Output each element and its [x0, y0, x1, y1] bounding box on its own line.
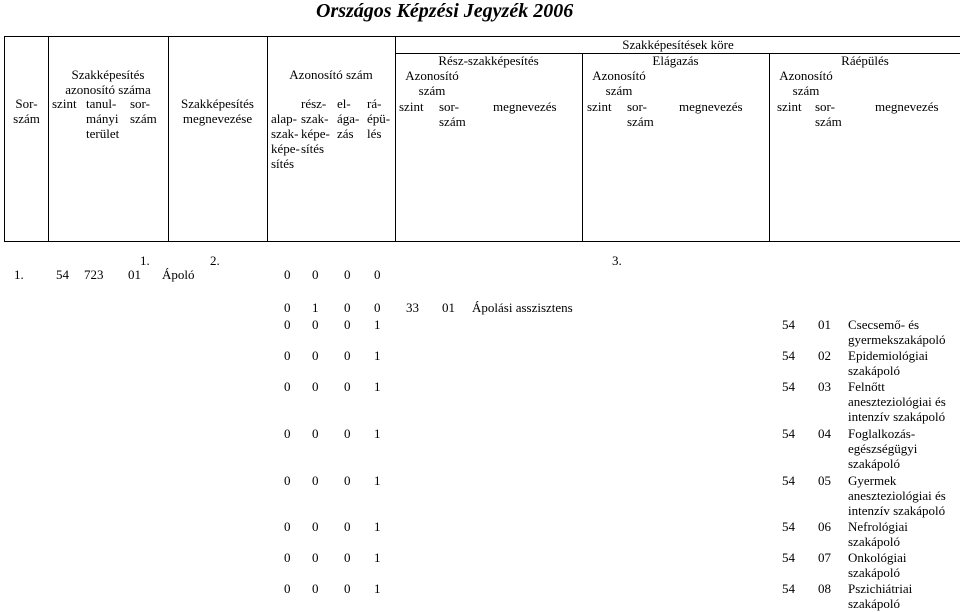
hdr-rae-szint: szint: [777, 99, 802, 114]
elagazas-row-flag-3: 0: [344, 473, 351, 488]
elagazas-row-name: Nefrológiai szakápoló: [848, 519, 908, 549]
elagazas-row-flag-3: 0: [344, 426, 351, 441]
elagazas-row-szint: 54: [782, 581, 795, 596]
hdr-azonosito-szam: Azonosító szám: [289, 67, 373, 82]
elagazas-row-flag-1: 0: [284, 581, 291, 596]
elagazas-row-flag-4: 1: [374, 519, 381, 534]
hdr-azon-sorszam: sor- szám: [130, 96, 157, 126]
elagazas-row-flag-2: 0: [312, 379, 319, 394]
hdr-megnevezese: Szakképesítés megnevezése: [181, 96, 254, 126]
column-number-3: 3.: [612, 253, 622, 268]
elagazas-row-sorszam: 01: [818, 317, 831, 332]
hdr-resz-megnevezes: megnevezés: [493, 99, 557, 114]
elagazas-row-szint: 54: [782, 473, 795, 488]
elagazas-row-flag-3: 0: [344, 519, 351, 534]
hdr-raepules-label: Ráépülés: [841, 53, 889, 68]
elagazas-row-flag-4: 1: [374, 379, 381, 394]
elagazas-row-szint: 54: [782, 519, 795, 534]
main-row-tanul: 723: [84, 267, 104, 282]
elagazas-row-flag-1: 0: [284, 379, 291, 394]
elagazas-row-szint: 54: [782, 348, 795, 363]
elagazas-row-flag-1: 0: [284, 348, 291, 363]
elagazas-row-sorszam: 03: [818, 379, 831, 394]
resz-row-flag-2: 1: [312, 300, 319, 315]
elagazas-row-flag-4: 1: [374, 550, 381, 565]
main-row-name: Ápoló: [162, 267, 195, 282]
elagazas-row-sorszam: 07: [818, 550, 831, 565]
main-row-sorszam: 01: [128, 267, 141, 282]
elagazas-row-sorszam: 06: [818, 519, 831, 534]
hdr-rae-azon: Azonosító szám: [779, 68, 833, 98]
elagazas-row-flag-2: 0: [312, 581, 319, 596]
hdr-azon-szint: szint: [52, 96, 77, 111]
header-table: [4, 36, 960, 242]
main-row-flag-4: 0: [374, 267, 381, 282]
hdr-elag-sorszam: sor- szám: [627, 99, 654, 129]
hdr-elagazas-label: Elágazás: [652, 53, 699, 68]
elagazas-row-flag-2: 0: [312, 550, 319, 565]
elagazas-row-flag-1: 0: [284, 426, 291, 441]
elagazas-row-name: Foglalkozás-egészségügyi szakápoló: [848, 426, 918, 471]
elagazas-row-flag-1: 0: [284, 473, 291, 488]
hdr-resz-azon: Azonosító szám: [405, 68, 459, 98]
elagazas-row-sorszam: 02: [818, 348, 831, 363]
hdr-azon-group: Szakképesítés azonosító száma: [65, 67, 151, 97]
elagazas-row-sorszam: 04: [818, 426, 831, 441]
hdr-resz-szakkepesites: Rész-szakképesítés: [438, 53, 539, 68]
document-title: Országos Képzési Jegyzék 2006: [316, 0, 574, 22]
column-number-1: 1.: [140, 253, 150, 268]
elagazas-row-flag-3: 0: [344, 550, 351, 565]
elagazas-row-flag-3: 0: [344, 379, 351, 394]
elagazas-row-flag-3: 0: [344, 317, 351, 332]
hdr-kore: Szakképesítések köre: [622, 37, 734, 52]
elagazas-row-flag-2: 0: [312, 473, 319, 488]
elagazas-row-flag-3: 0: [344, 581, 351, 596]
hdr-elag-megnevezes: megnevezés: [679, 99, 743, 114]
elagazas-row-szint: 54: [782, 379, 795, 394]
elagazas-row-flag-4: 1: [374, 581, 381, 596]
hdr-sorszam: Sor- szám: [13, 96, 40, 126]
elagazas-row-name: Gyermek aneszteziológiai és intenzív szakápoló: [848, 473, 946, 518]
hdr-rae-megnevezes: megnevezés: [875, 99, 939, 114]
elagazas-row-szint: 54: [782, 317, 795, 332]
elagazas-row-szint: 54: [782, 550, 795, 565]
elagazas-row-flag-2: 0: [312, 348, 319, 363]
hdr-resz: rész- szak- képe- sítés: [301, 96, 330, 156]
elagazas-row-name: Csecsemő- és gyermekszakápoló: [848, 317, 946, 347]
main-row-flag-2: 0: [312, 267, 319, 282]
elagazas-row-szint: 54: [782, 426, 795, 441]
elagazas-row-flag-4: 1: [374, 317, 381, 332]
resz-row-sorszam: 01: [442, 300, 455, 315]
hdr-elagazas: el- ága- zás: [337, 96, 360, 141]
resz-row-szint: 33: [406, 300, 419, 315]
hdr-elag-azon: Azonosító szám: [592, 68, 646, 98]
resz-row-flag-3: 0: [344, 300, 351, 315]
hdr-raepules: rá- épü- lés: [367, 96, 391, 141]
elagazas-row-flag-1: 0: [284, 519, 291, 534]
hdr-alap: alap- szak- képe- sítés: [271, 111, 300, 171]
resz-row-name: Ápolási asszisztens: [472, 300, 573, 315]
elagazas-row-flag-1: 0: [284, 550, 291, 565]
hdr-resz-szint: szint: [399, 99, 424, 114]
elagazas-row-sorszam: 05: [818, 473, 831, 488]
main-row-flag-1: 0: [284, 267, 291, 282]
elagazas-row-flag-2: 0: [312, 426, 319, 441]
elagazas-row-flag-2: 0: [312, 317, 319, 332]
elagazas-row-sorszam: 08: [818, 581, 831, 596]
hdr-resz-sorszam: sor- szám: [439, 99, 466, 129]
elagazas-row-name: Felnőtt aneszteziológiai és intenzív szakápoló: [848, 379, 946, 424]
main-row-flag-3: 0: [344, 267, 351, 282]
elagazas-row-name: Epidemiológiai szakápoló: [848, 348, 929, 378]
main-row-num: 1.: [14, 267, 24, 282]
elagazas-row-flag-4: 1: [374, 426, 381, 441]
hdr-elag-szint: szint: [587, 99, 612, 114]
resz-row-flag-1: 0: [284, 300, 291, 315]
elagazas-row-name: Onkológiai szakápoló: [848, 550, 907, 580]
elagazas-row-name: Pszichiátriai szakápoló: [848, 581, 913, 611]
elagazas-row-flag-3: 0: [344, 348, 351, 363]
resz-row-flag-4: 0: [374, 300, 381, 315]
main-row-szint: 54: [56, 267, 69, 282]
elagazas-row-flag-2: 0: [312, 519, 319, 534]
elagazas-row-flag-1: 0: [284, 317, 291, 332]
column-number-2: 2.: [210, 253, 220, 268]
hdr-rae-sorszam: sor- szám: [815, 99, 842, 129]
elagazas-row-flag-4: 1: [374, 348, 381, 363]
hdr-azon-tanulmanyi: tanul- mányi terület: [86, 96, 120, 141]
elagazas-row-flag-4: 1: [374, 473, 381, 488]
